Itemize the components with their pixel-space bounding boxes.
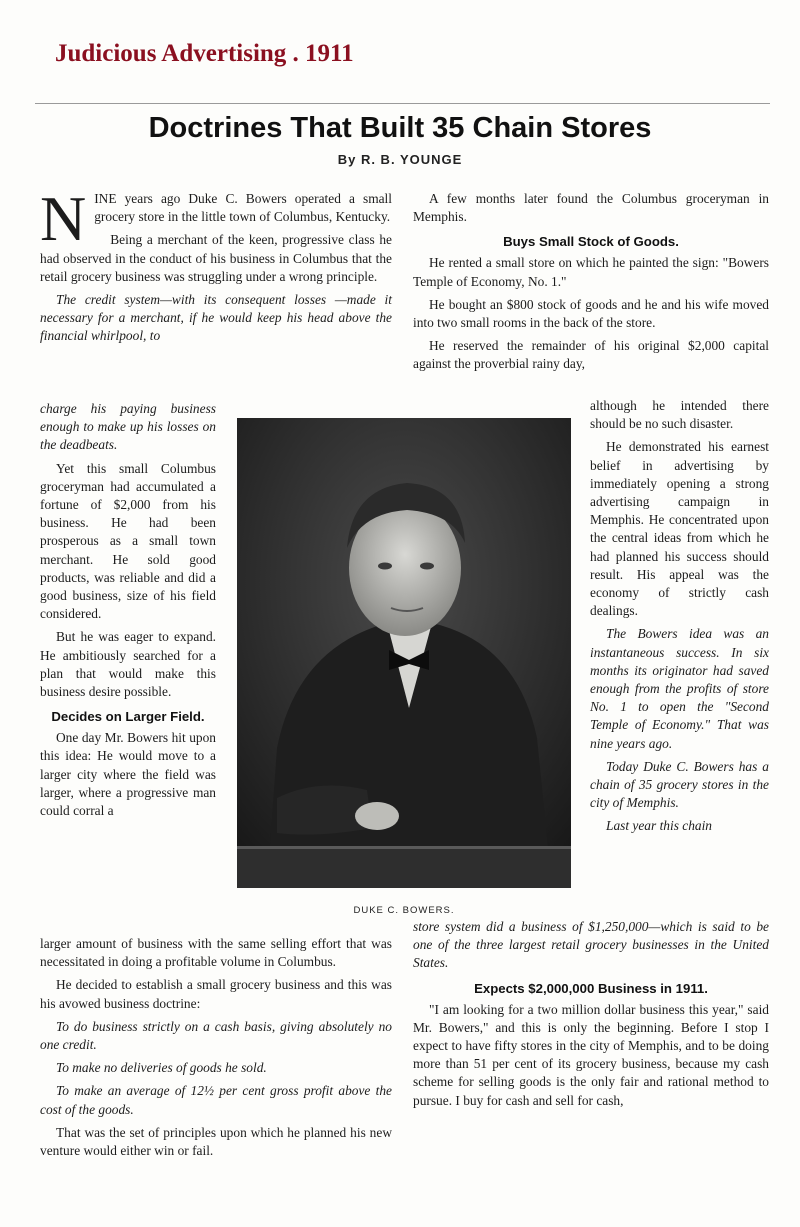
left-column-narrow — [40, 400, 216, 825]
left-column-bottom — [40, 935, 392, 1165]
right-column-top — [413, 190, 769, 379]
doctrine-item: To make no deliveries of goods he sold. — [56, 1060, 267, 1076]
paragraph-italic: The Bowers idea was an instantaneous success. In six months its originator had saved enough from the profits of store No. 1 to open the "Second Temple of Economy." That was nine years ago. — [590, 626, 769, 751]
doctrine-item: To do business strictly on a cash basis, giving absolutely no one credit. — [40, 1018, 392, 1053]
right-column-bottom — [413, 918, 769, 1115]
doctrine-item: To make an average of 12½ per cent gross profit above the cost of the goods. — [40, 1083, 392, 1117]
paragraph-italic: The credit system—with its consequent losses —made it necessary for a merchant, if he would keep his head above the financial whirlpool, to — [40, 292, 392, 344]
drop-cap: N — [40, 183, 87, 254]
paragraph: A few months later found the Columbus groceryman in Memphis. — [413, 191, 769, 225]
page-label: Judicious Advertising . 1911 — [55, 40, 354, 67]
right-column-narrow — [590, 397, 769, 841]
paragraph — [40, 183, 392, 254]
paragraph-italic: Last year this chain — [606, 818, 713, 834]
subheading: Buys Small Stock of Goods. — [503, 234, 679, 250]
paragraph: Yet this small Columbus groceryman had accumulated a fortune of $2,000 from his business. He had been prosperous as a small town merchant. He sold good products, was reliable and did a good business, size of his field considered. — [40, 460, 216, 622]
header-rule — [35, 103, 770, 104]
subheading: Expects $2,000,000 Business in 1911. — [474, 980, 708, 996]
paragraph: larger amount of business with the same selling effort that was necessitated in doing a profitable volume in Columbus. — [40, 936, 392, 970]
paragraph: But he was eager to expand. He ambitiously searched for a plan that would make this business desire possible. — [40, 629, 216, 700]
paragraph: He demonstrated his earnest belief in advertising by immediately opening a strong advertising campaign in Memphis. He concentrated upon the central ideas from which he had planned his success should result. His appeal was the economy of strictly cash dealings. — [590, 439, 769, 619]
portrait-photo — [237, 418, 571, 888]
paragraph-italic: Today Duke C. Bowers has a chain of 35 grocery stores in the city of Memphis. — [590, 758, 769, 811]
paragraph: although he intended there should be no such disaster. — [590, 398, 769, 432]
paragraph-text: INE years ago Duke C. Bowers operated a small grocery store in the little town of Columbus, Kentucky. — [94, 191, 392, 225]
paragraph-italic: charge his paying business enough to make up his losses on the deadbeats. — [40, 401, 216, 453]
paragraph: He rented a small store on which he painted the sign: "Bowers Temple of Economy, No. 1." — [413, 255, 769, 289]
paragraph: He reserved the remainder of his original $2,000 capital against the proverbial rainy day, — [413, 338, 769, 372]
paragraph: He bought an $800 stock of goods and he and his wife moved into two small rooms in the back of the store. — [413, 296, 769, 331]
photo-caption: DUKE C. BOWERS. — [353, 905, 455, 916]
paragraph: One day Mr. Bowers hit upon this idea: He would move to a larger city where the field was larger, where a progressive man could corral a — [40, 730, 216, 819]
portrait-image — [237, 418, 571, 888]
article-title: Doctrines That Built 35 Chain Stores — [148, 112, 652, 144]
paragraph: That was the set of principles upon which he planned his new venture would either win or fail. — [40, 1124, 392, 1159]
paragraph: Being a merchant of the keen, progressive class he had observed in the conduct of his business in Columbus that the retail grocery business was struggling under a wrong principle. — [40, 232, 392, 284]
paragraph: "I am looking for a two million dollar business this year," said Mr. Bowers," and this is only the beginning. Before I stop I expect to have fifty stores in the city of Memphis, and to be doing more than 51 per cent of its grocery business, because my cash scheme for selling goods is the only fair and rational method to pursue. I buy for cash and sell for cash, — [413, 1001, 769, 1108]
article-byline: By R. B. YOUNGE — [337, 152, 463, 167]
subheading: Decides on Larger Field. — [51, 709, 205, 725]
paragraph: He decided to establish a small grocery business and this was his avowed business doctrine: — [40, 977, 392, 1011]
left-column-top — [40, 183, 392, 351]
paragraph-italic: store system did a business of $1,250,000—which is said to be one of the three largest retail grocery businesses in the United States. — [413, 919, 769, 971]
